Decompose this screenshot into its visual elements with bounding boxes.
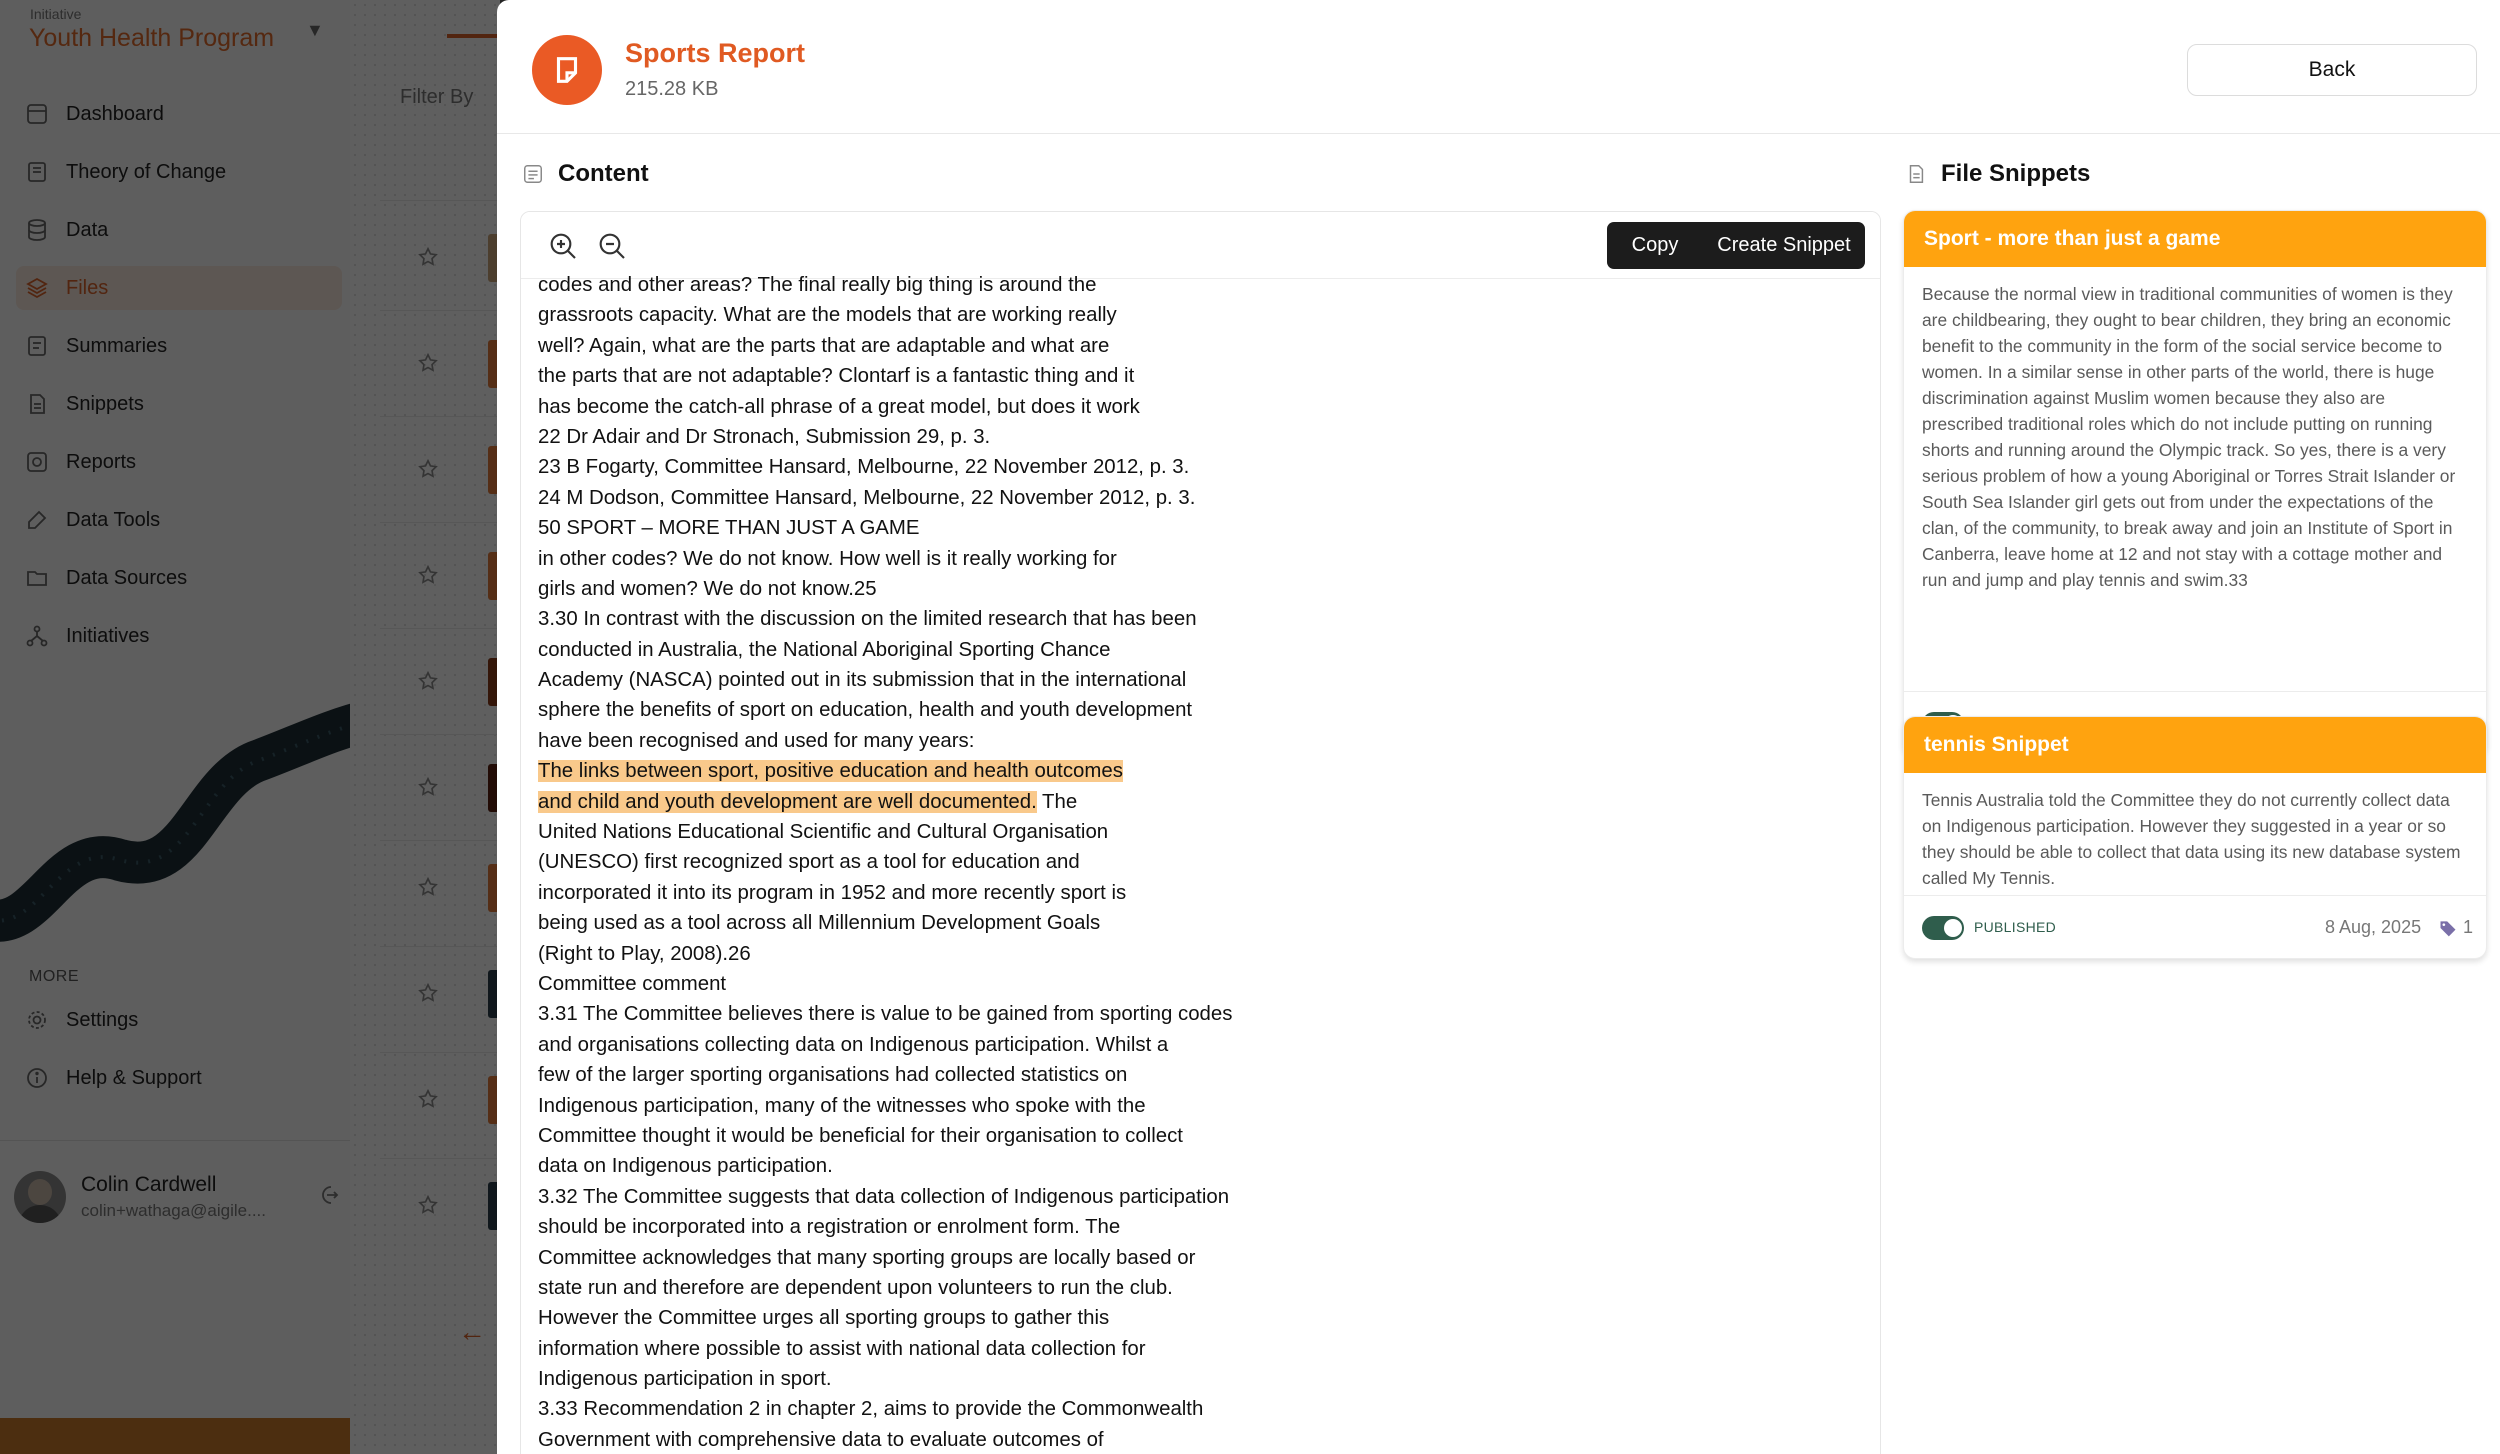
content-section-title bbox=[522, 160, 649, 188]
snippet-title: Sport - more than just a game bbox=[1904, 211, 2486, 267]
text-line: being used as a tool across all Millennium Development Goals bbox=[538, 912, 1101, 935]
text-line: has become the catch-all phrase of a great model, but does it work bbox=[538, 395, 1140, 418]
text-line: 3.30 In contrast with the discussion on the limited research that has been bbox=[538, 608, 1197, 631]
text-line: have been recognised and used for many years: bbox=[538, 729, 975, 752]
text-line: incorporated it into its program in 1952 and more recently sport is bbox=[538, 881, 1127, 904]
content-toolbar bbox=[521, 212, 1881, 279]
text-line: Indigenous participation in sport. bbox=[538, 1368, 832, 1391]
file-viewer-modal bbox=[497, 0, 2500, 1454]
back-button[interactable]: Back bbox=[2187, 44, 2477, 96]
document-text[interactable] bbox=[538, 270, 1438, 1454]
snippet-date: 8 Aug, 2025 bbox=[2325, 917, 2422, 937]
text-line: conducted in Australia, the National Aboriginal Sporting Chance bbox=[538, 638, 1111, 661]
text-line: should be incorporated into a registration or enrolment form. The bbox=[538, 1216, 1121, 1239]
snippet-body: Tennis Australia told the Committee they do not currently collect data on Indigenous participation. However they suggested in a year or so they should be able to collect that data using its new database system called My Tennis. bbox=[1904, 773, 2486, 896]
text-highlight: and child and youth development are well documented. bbox=[538, 790, 1037, 813]
text-line: few of the larger sporting organisations had collected statistics on bbox=[538, 1064, 1128, 1087]
text-line: Committee acknowledges that many sporting groups are locally based or bbox=[538, 1246, 1196, 1269]
text-line: information where possible to assist with national data collection for bbox=[538, 1337, 1146, 1360]
zoom-out-icon[interactable] bbox=[596, 230, 628, 262]
snippets-section-title bbox=[1905, 160, 2090, 188]
text-line: Committee thought it would be beneficial for their organisation to collect bbox=[538, 1124, 1183, 1147]
text-line: However the Committee urges all sporting groups to gather this bbox=[538, 1307, 1110, 1330]
create-snippet-button[interactable]: Create Snippet bbox=[1703, 222, 1865, 269]
snippets-title: File Snippets bbox=[1941, 160, 2091, 187]
text-line: (Right to Play, 2008).26 bbox=[538, 942, 751, 965]
text-line: Indigenous participation, many of the witnesses who spoke with the bbox=[538, 1094, 1146, 1117]
document-icon bbox=[1905, 163, 1927, 185]
file-size: 215.28 KB bbox=[625, 78, 719, 100]
text-line: the parts that are not adaptable? Clontarf is a fantastic thing and it bbox=[538, 365, 1135, 388]
text-line: 22 Dr Adair and Dr Stronach, Submission 29, p. 3. bbox=[538, 425, 991, 448]
text-line: Committee comment bbox=[538, 972, 727, 995]
text-line: 3.32 The Committee suggests that data collection of Indigenous participation bbox=[538, 1185, 1230, 1208]
text-line: sphere the benefits of sport on education, health and youth development bbox=[538, 699, 1193, 722]
file-icon bbox=[532, 35, 602, 105]
zoom-in-icon[interactable] bbox=[547, 230, 579, 262]
text-line: well? Again, what are the parts that are adaptable and what are bbox=[538, 334, 1110, 357]
text-actions bbox=[1607, 222, 1865, 269]
content-icon bbox=[522, 163, 544, 185]
text-line: 3.33 Recommendation 2 in chapter 2, aims to provide the Commonwealth bbox=[538, 1398, 1204, 1421]
publish-toggle[interactable] bbox=[1922, 916, 1964, 940]
snippet-body: Because the normal view in traditional communities of women is they are childbearing, they ought to bear children, they bring an economic benefit to the community in the form of the social service become to women. In a similar sense in other parts of the world, there is huge discrimination against Muslim women because they also are prescribed traditional roles which do not include putting on running shorts and running around the Olympic track. So yes, there is a very serious problem of how a young Aboriginal or Torres Strait Islander or South Sea Islander girl gets out from under the expectations of the clan, of the community, to break away and join an Institute of Sport in Canberra, leave home at 12 and not stay with a cottage mother and run and jump and play tennis and swim.33 bbox=[1904, 267, 2486, 692]
text-line: grassroots capacity. What are the models that are working really bbox=[538, 304, 1117, 327]
snippet-card[interactable] bbox=[1903, 716, 2487, 959]
text-line: 23 B Fogarty, Committee Hansard, Melbourne, 22 November 2012, p. 3. bbox=[538, 456, 1190, 479]
tag-count: 1 bbox=[2463, 917, 2474, 937]
text-line: 24 M Dodson, Committee Hansard, Melbourne, 22 November 2012, p. 3. bbox=[538, 486, 1196, 509]
text-line: 3.31 The Committee believes there is value to be gained from sporting codes bbox=[538, 1003, 1233, 1026]
text-highlight: The links between sport, positive education and health outcomes bbox=[538, 760, 1123, 783]
text-line-highlighted bbox=[538, 756, 1438, 786]
text-line: United Nations Educational Scientific and Cultural Organisation bbox=[538, 821, 1109, 844]
text-line: Government with comprehensive data to evaluate outcomes of bbox=[538, 1428, 1104, 1451]
snippet-card[interactable] bbox=[1903, 210, 2487, 755]
modal-header bbox=[497, 0, 2500, 134]
text-line: 50 SPORT – MORE THAN JUST A GAME bbox=[538, 517, 920, 540]
text-line: Academy (NASCA) pointed out in its submission that in the international bbox=[538, 669, 1187, 692]
text-line: in other codes? We do not know. How well is it really working for bbox=[538, 547, 1117, 570]
text-line: data on Indigenous participation. bbox=[538, 1155, 833, 1178]
tag-icon bbox=[2438, 918, 2458, 938]
text-line: (UNESCO) first recognized sport as a tool for education and bbox=[538, 851, 1080, 874]
text-line: codes and other areas? The final really big thing is around the bbox=[538, 274, 1097, 296]
status-label: PUBLISHED bbox=[1974, 919, 2057, 935]
text-line: and organisations collecting data on Indigenous participation. Whilst a bbox=[538, 1033, 1169, 1056]
text-fragment: The bbox=[1036, 790, 1078, 813]
content-title: Content bbox=[558, 160, 649, 187]
copy-button[interactable]: Copy bbox=[1607, 222, 1703, 269]
text-line: girls and women? We do not know.25 bbox=[538, 577, 877, 600]
text-line: state run and therefore are dependent upon volunteers to run the club. bbox=[538, 1276, 1173, 1299]
text-line-highlighted bbox=[538, 787, 1438, 817]
file-title: Sports Report bbox=[625, 38, 806, 68]
snippet-footer bbox=[1904, 896, 2486, 958]
snippet-title: tennis Snippet bbox=[1904, 717, 2486, 773]
